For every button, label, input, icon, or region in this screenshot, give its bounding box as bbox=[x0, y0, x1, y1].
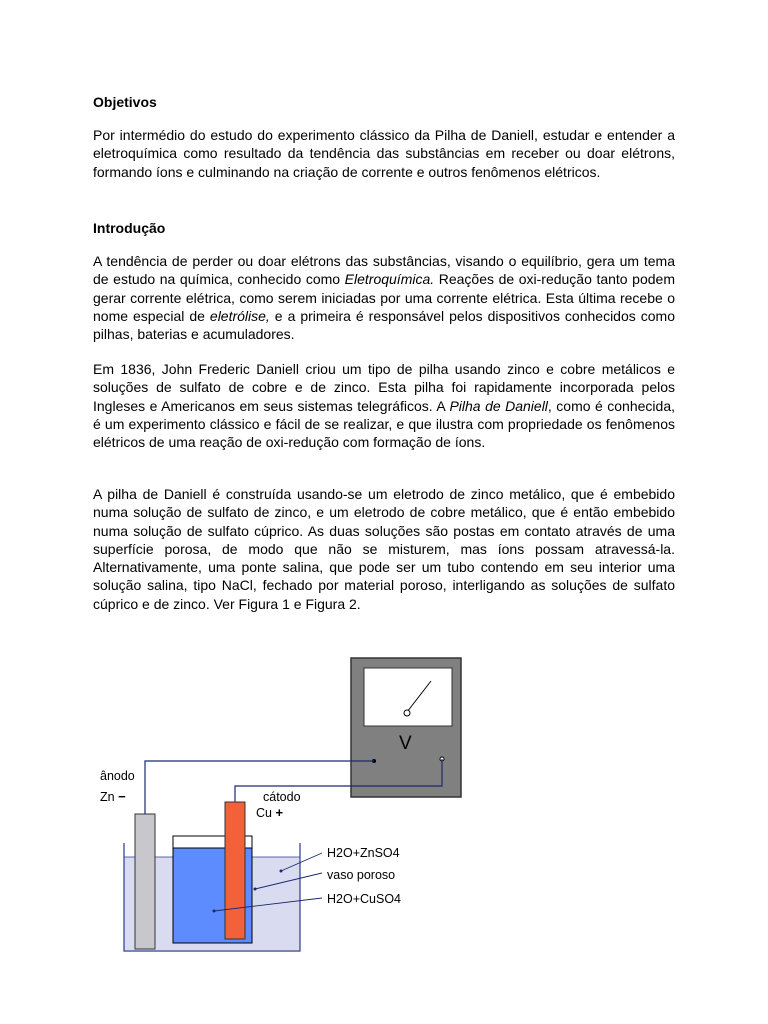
daniell-cell-figure bbox=[0, 640, 768, 1024]
anode-metal: Zn bbox=[100, 790, 115, 804]
copper-electrode bbox=[225, 802, 245, 939]
intro-paragraph-2: Em 1836, John Frederic Daniell criou um tipo de pilha usando zinco e cobre metálicos e soluções de sulfato de cobre e de zinco. Esta pilha foi rapidamente incorporada pelos Ingleses e Americanos em seus sistemas telegráficos. A Pilha de Daniell, como é conhecida, é um experimento clássico e fácil de se realizar, e que ilustra com propriedade os fenômenos elétricos de uma reação de oxi-redução com formação de íons. bbox=[93, 361, 675, 451]
zinc-electrode bbox=[135, 814, 155, 949]
voltmeter-dial bbox=[364, 668, 452, 726]
intro-paragraph-1: A tendência de perder ou doar elétrons das substâncias, visando o equilíbrio, gera um tema de estudo na química, conhecido como Eletroquímica. Reações de oxi-redução tanto podem gerar corrente elétrica, como serem iniciadas por uma corrente elétrica. Esta última recebe o nome especial de eletrólise, e a primeira é responsável pelos dispositivos conhecidos como pilhas, baterias e acumuladores. bbox=[93, 253, 675, 343]
needle-pivot bbox=[404, 710, 410, 716]
copper-solution-label: H2O+CuSO4 bbox=[327, 892, 401, 906]
anode-sign: − bbox=[118, 789, 126, 804]
daniell-cell-diagram bbox=[0, 640, 768, 1024]
cathode-sign: + bbox=[275, 805, 284, 820]
objectives-heading: Objetivos bbox=[93, 94, 157, 110]
porous-cup-label: vaso poroso bbox=[327, 868, 396, 882]
pointer-dot-zinc-solution bbox=[280, 870, 283, 873]
cathode-metal: Cu bbox=[256, 806, 272, 820]
cathode-label: cátodo bbox=[263, 790, 301, 804]
anode-label: ânodo bbox=[100, 769, 135, 783]
zinc-solution-label: H2O+ZnSO4 bbox=[327, 846, 400, 860]
voltmeter-symbol: V bbox=[399, 733, 412, 754]
anode-metal-label bbox=[100, 790, 126, 804]
cathode-metal-label bbox=[256, 806, 283, 820]
pointer-dot-porous-cup bbox=[254, 888, 257, 891]
intro-paragraph-3: A pilha de Daniell é construída usando-se um eletrodo de zinco metálico, que é embebido numa solução de sulfato de zinco, e um eletrodo de cobre metálico, que é então embebido numa solução de sulfato cúprico. As duas soluções são postas em contato através de uma superfície porosa, de modo que não se misturem, mas íons possam atravessá-la. Alternativamente, uma ponte salina, que pode ser um tubo contendo em seu interior uma solução salina, tipo NaCl, fechado por material poroso, interligando as soluções de sulfato cúprico e de zinco. Ver Figura 1 e Figura 2. bbox=[93, 486, 675, 612]
objectives-paragraph: Por intermédio do estudo do experimento clássico da Pilha de Daniell, estudar e entender a eletroquímica como resultado da tendência das substâncias em receber ou doar elétrons, formando íons e culminando na criação de corrente e outros fenômenos elétricos. bbox=[93, 127, 675, 180]
pointer-dot-copper-solution bbox=[213, 910, 216, 913]
introduction-heading: Introdução bbox=[93, 220, 166, 236]
